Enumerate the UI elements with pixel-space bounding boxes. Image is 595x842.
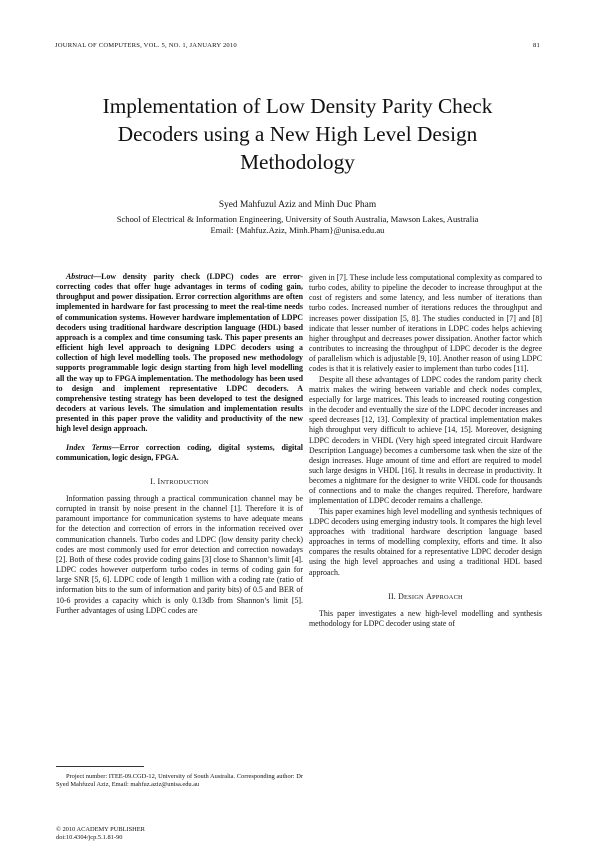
abstract — [56, 272, 303, 435]
body-paragraph: Despite all these advantages of LDPC codes the random parity check matrix makes the wiring between variable and check nodes complex, especially for large matrices. This leads to increased routing congestion in the decoder and eventually the size of the LDPC decoder increases and speed decreases [12, 13]. Complexity of practical implementation makes high throughput very difficult to achieve [14, 15]. Moreover, designing LDPC decoders in VHDL (Very high speed integrated circuit Hardware Description Language) becomes a cumbersome task when the size of the design increases. Huge amount of time and effort are required to model such large designs in VHDL [16]. It results in decrease in productivity. It becomes a nightmare for the designer to write VHDL code for thousands of connections and to make the changes required. Therefore, hardware implementation of LDPC decoder remains a challenge. — [309, 374, 542, 506]
body-paragraph: This paper examines high level modelling and synthesis techniques of LDPC decoders using emerging industry tools. It compares the high level approaches with traditional hardware description language based approaches in terms of modelling complexity, efforts and time. It also compares the results obtained for a representative LDPC decoder design using the high level approaches and using a traditional HDL based approach. — [309, 506, 542, 577]
introduction-paragraph: Information passing through a practical communication channel may be corrupted in transit by noise present in the channel [1]. Therefore it is of paramount importance for communication systems to have adequate means for the detection and correction of errors in the information received over communication channels. Turbo codes and LDPC (low density parity check) codes are most commonly used for error detection and correction nowadays [2]. Both of these codes provide coding gains [3] close to Shannon’s limit [4]. LDPC codes however outperform turbo codes in terms of coding gain for large SNR [5, 6]. LDPC code of length 1 million with a coding rate (ratio of information bits to the sum of information and parity bits) of 0.5 and BER of 10-6 provides a capacity which is only 0.13db from Shannon’s limit [5]. Further advantages of using LDPC codes are — [56, 493, 303, 615]
footnote-rule — [56, 766, 144, 767]
body-paragraph: This paper investigates a new high-level modelling and synthesis methodology for LDPC decoder using state of — [309, 608, 542, 628]
paper-title — [60, 92, 535, 176]
page-number: 81 — [533, 42, 540, 49]
affiliation: School of Electrical & Information Engineering, University of South Australia, Mawson Lakes, Australia — [116, 214, 479, 224]
index-terms-text: —Error correction coding, digital systems, digital communication, logic design, FPGA. — [56, 442, 303, 462]
abstract-lead: Abstract — [66, 272, 94, 281]
title-line: Implementation of Low Density Parity Check — [102, 94, 493, 118]
section-initial: I — [157, 476, 161, 486]
section-rest: PPROACH — [431, 593, 463, 601]
left-column — [56, 272, 303, 616]
section-numeral: II. — [388, 591, 396, 601]
author-names: Syed Mahfuzul Aziz and Minh Duc Pham — [218, 200, 377, 210]
journal-name: JOURNAL OF COMPUTERS, VOL. 5, NO. 1, JANUARY 2010 — [55, 42, 237, 49]
footnote: Project number: ITEE-09.CGD-12, University of South Australia. Corresponding author: Dr Syed Mahfuzul Aziz, Email: mahfuz.aziz@unisa.edu.au — [56, 773, 303, 788]
author-affiliation-block — [60, 214, 535, 236]
index-terms-lead: Index Terms — [66, 442, 112, 452]
title-line: Decoders using a New High Level Design — [117, 122, 478, 146]
section-initial: D — [398, 591, 405, 601]
section-numeral: I. — [150, 476, 156, 486]
doi-line: doi:10.4304/jcp.5.1.81-90 — [56, 833, 123, 841]
section-rest: ESIGN — [404, 593, 424, 601]
section-initial: A — [426, 591, 432, 601]
index-terms — [56, 443, 303, 463]
section-heading-introduction — [56, 477, 303, 488]
title-line: Methodology — [240, 150, 355, 174]
copyright-block — [56, 826, 145, 841]
section-rest: NTRODUCTION — [160, 478, 209, 486]
author-email: Email: {Mahfuz.Aziz, Minh.Pham}@unisa.edu.au — [210, 225, 385, 235]
section-heading-design-approach — [309, 592, 542, 603]
right-column — [309, 273, 542, 629]
body-paragraph: given in [7]. These include less computational complexity as compared to turbo codes, ability to pipeline the decoder to increase throughput at the cost of registers and some latency, and less number of iterations than turbo codes. Increased number of iterations reduces the throughput and increases power dissipation [5, 8]. The studies conducted in [7] and [8] indicate that lesser number of iterations in LDPC codes helps achieving higher throughput and decreases power dissipation. Another factor which contributes to increasing the throughput of LDPC decoder is the degree of parallelism which is adjustable [9, 10]. Another reason of using LDPC codes is that it is relatively easier to implement than turbo codes [11]. — [309, 273, 542, 374]
abstract-text: —Low density parity check (LDPC) codes are error-correcting codes that offer huge advantages in terms of coding gain, throughput and power dissipation. Error correction algorithms are often implemented in hardware for fast processing to meet the real-time needs of communication systems. However hardware implementation of LDPC decoders using traditional hardware description language (HDL) based approach is a complex and time consuming task. This paper presents an efficient high level approach to designing LDPC decoders using a collection of high level modelling tools. The proposed new methodology supports programmable logic design starting from high level modelling all the way up to FPGA implementation. The methodology has been used to design and implement representative LDPC decoders. A comprehensive testing strategy has been developed to test the designed decoders at various levels. The simulation and implementation results presented in this paper prove the validity and productivity of the new high level design approach. — [56, 272, 303, 434]
copyright-line: © 2010 ACADEMY PUBLISHER — [56, 826, 145, 833]
